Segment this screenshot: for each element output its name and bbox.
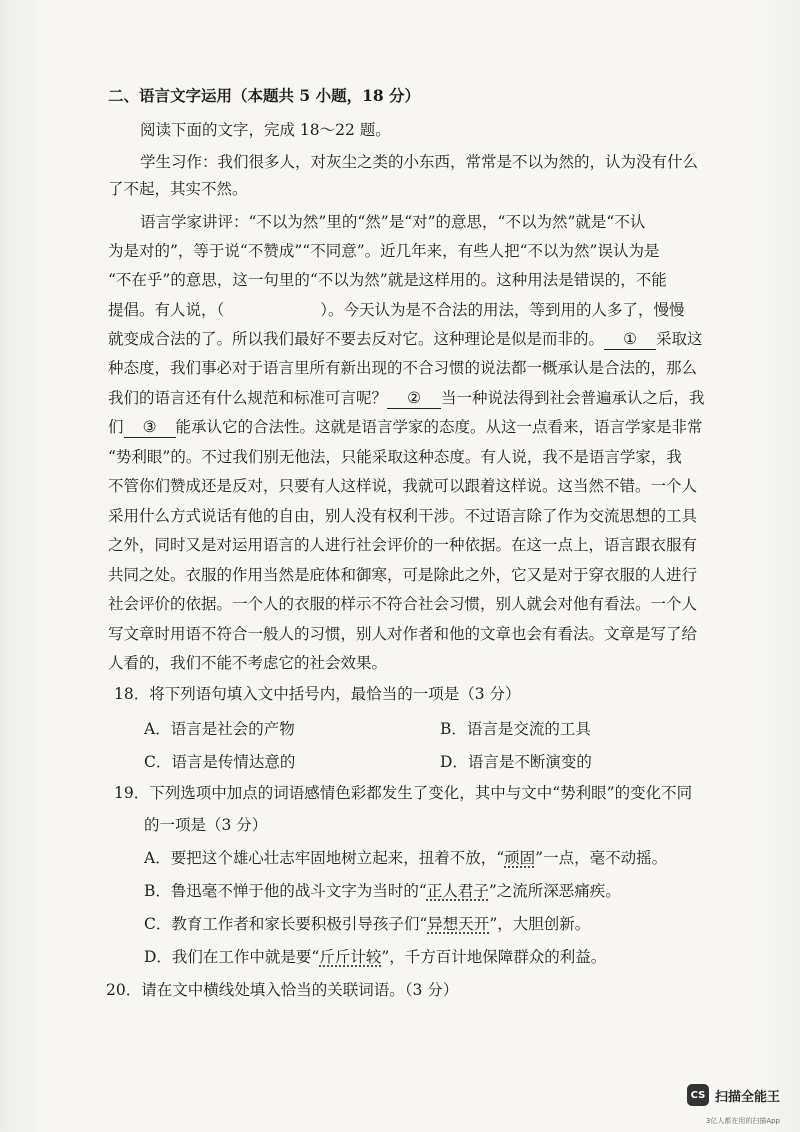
q18-option-b: B．语言是交流的工具	[440, 720, 591, 738]
blank-2: ②	[387, 388, 441, 409]
q19-option-d	[144, 947, 606, 967]
dotted-word: 正人君子	[426, 882, 489, 900]
passage-line: 为是对的”，等于说“不赞成”“不同意”。近几年来，有些人把“不以为然”误认为是	[108, 242, 660, 260]
option-text: ”，千方百计地保障群众的利益。	[381, 948, 607, 966]
passage-line: “不在乎”的意思，这一句里的“不以为然”就是这样用的。这种用法是错误的，不能	[108, 271, 667, 289]
instruction: 阅读下面的文字，完成 18～22 题。	[140, 121, 391, 139]
passage-line: 写文章时用语不符合一般人的习惯，别人对作者和他的文章也会有看法。文章是写了给	[108, 625, 698, 643]
passage-line: 学生习作：我们很多人，对灰尘之类的小东西，常常是不以为然的，认为没有什么	[140, 153, 699, 171]
q18-stem: 18．将下列语句填入文中括号内，最恰当的一项是（3 分）	[114, 685, 521, 703]
q18-option-d: D．语言是不断演变的	[440, 753, 592, 771]
option-text: ”之流所深恶痛疾。	[488, 882, 621, 900]
passage-line: 之外，同时又是对运用语言的人进行社会评价的一种依据。在这一点上，语言跟衣服有	[108, 536, 698, 554]
passage-text: 我们的语言还有什么规范和标准可言呢？	[108, 389, 388, 407]
q18-options-row-1	[144, 717, 591, 739]
passage-line	[108, 388, 705, 409]
blank-1: ①	[604, 329, 656, 350]
passage-line: 种态度，我们事必对于语言里所有新出现的不合习惯的说法都一概承认是合法的，那么	[108, 359, 698, 377]
q19-stem: 19．下列选项中加点的词语感情色彩都发生了变化，其中与文中“势利眼”的变化不同	[114, 784, 693, 802]
passage-text: ）。今天认为是不合法的用法，等到用的人多了，慢慢	[320, 301, 685, 319]
option-text: C．教育工作者和家长要积极引导孩子们“	[144, 915, 428, 933]
q18-option-a: A．语言是社会的产物	[144, 720, 295, 738]
q19-option-a	[144, 848, 667, 868]
dotted-word: 异想天开	[427, 915, 490, 933]
passage-line	[108, 417, 703, 438]
passage-line: 采用什么方式说话有他的自由，别人没有权利干涉。不过语言除了作为交流思想的工具	[108, 507, 698, 525]
passage-text: 提倡。有人说，（	[108, 301, 225, 319]
q19-stem: 的一项是（3 分）	[144, 816, 268, 834]
dotted-word: 顽固	[504, 849, 536, 867]
passage-line: 共同之处。衣服的作用当然是庇体和御寒，可是除此之外，它又是对于穿衣服的人进行	[108, 566, 698, 584]
passage-text: 们	[108, 418, 124, 436]
camscanner-icon: CS	[687, 1084, 709, 1106]
passage-line: “势利眼”的。不过我们别无他法，只能采取这种态度。有人说，我不是语言学家，我	[108, 448, 682, 466]
passage-text: 就变成合法的了。所以我们最好不要去反对它。这种理论是似是而非的。	[108, 330, 605, 348]
q20-stem: 20．请在文中横线处填入恰当的关联词语。（3 分）	[106, 981, 459, 999]
watermark-title: 扫描全能王	[714, 1089, 780, 1105]
option-text: ”，大胆创新。	[489, 915, 591, 933]
q19-option-c	[144, 914, 590, 934]
section-heading: 二、语言文字运用（本题共 5 小题，18 分）	[108, 86, 421, 105]
passage-line	[108, 329, 703, 350]
passage-line: 语言学家讲评：“不以为然”里的“然”是“对”的意思，“不以为然”就是“不认	[140, 213, 646, 231]
q19-option-b	[144, 881, 621, 901]
option-text: D．我们在工作中就是要“	[144, 948, 320, 966]
dotted-word: 斤斤计较	[319, 948, 382, 966]
option-text: A．要把这个雄心壮志牢固地树立起来，扭着不放，“	[144, 849, 505, 867]
passage-line: 了不起，其实不然。	[108, 180, 248, 198]
passage-text: 能承认它的合法性。这就是语言学家的态度。从这一点看来，语言学家是非常	[175, 418, 703, 436]
q18-options-row-2	[144, 750, 592, 772]
passage-text: 当一种说法得到社会普遍承认之后，我	[441, 389, 705, 407]
scanner-watermark	[687, 1084, 780, 1106]
passage-line: 人看的，我们不能不考虑它的社会效果。	[108, 654, 388, 672]
passage-line	[108, 300, 685, 320]
watermark-subtitle: 3亿人都在用的扫描App	[705, 1117, 780, 1125]
passage-line: 不管你们赞成还是反对，只要有人这样说，我就可以跟着这样说。这当然不错。一个人	[108, 477, 698, 495]
q18-option-c: C．语言是传情达意的	[144, 753, 296, 771]
option-text: ”一点，毫不动摇。	[535, 849, 668, 867]
passage-line: 社会评价的依据。一个人的衣服的样示不符合社会习惯，别人就会对他有看法。一个人	[108, 595, 698, 613]
option-text: B．鲁迅毫不惮于他的战斗文字为当时的“	[144, 882, 427, 900]
passage-text: 采取这	[656, 330, 703, 348]
blank-3: ③	[124, 417, 176, 438]
